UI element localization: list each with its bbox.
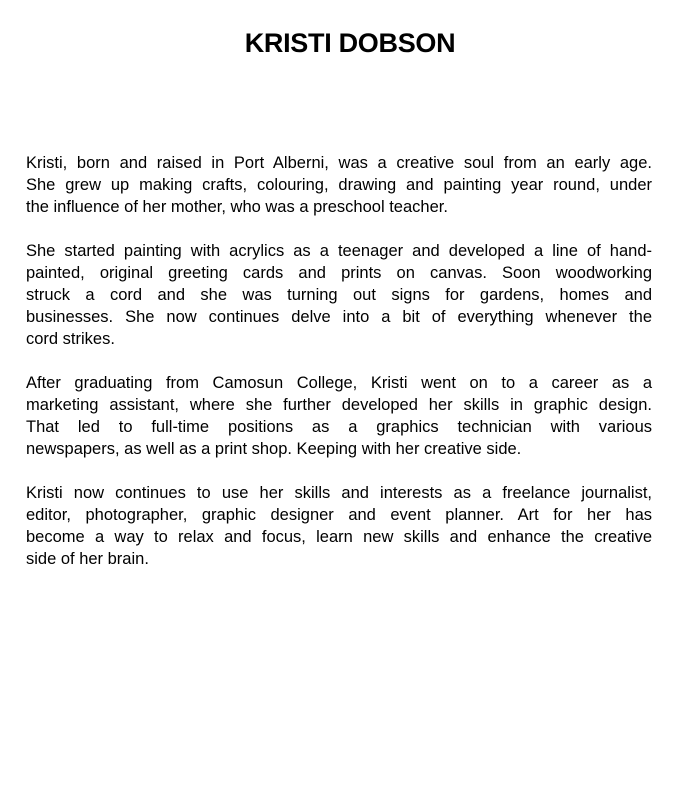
text-line: marketing assistant, where she further developed her skills in graphic design.	[26, 396, 652, 414]
text-line: newspapers, as well as a print shop. Keeping with her creative side.	[26, 440, 522, 458]
page-title: KRISTI DOBSON	[244, 28, 456, 58]
bio-paragraph	[26, 482, 652, 570]
bio-paragraph	[26, 372, 652, 460]
bio-paragraph	[26, 240, 652, 350]
text-line: Kristi, born and raised in Port Alberni, was a creative soul from an early age.	[26, 154, 652, 172]
text-line: side of her brain.	[26, 550, 149, 568]
text-line: the influence of her mother, who was a preschool teacher.	[26, 198, 448, 216]
bio-paragraph	[26, 152, 652, 218]
text-line: After graduating from Camosun College, Kristi went on to a career as a	[26, 374, 652, 392]
text-line: painted, original greeting cards and prints on canvas. Soon woodworking	[26, 264, 652, 282]
text-line: She grew up making crafts, colouring, drawing and painting year round, under	[26, 176, 652, 194]
text-line: cord strikes.	[26, 330, 115, 348]
text-line: businesses. She now continues delve into a bit of everything whenever the	[26, 308, 652, 326]
text-line: become a way to relax and focus, learn new skills and enhance the creative	[26, 528, 652, 546]
text-line: Kristi now continues to use her skills and interests as a freelance journalist,	[26, 484, 652, 502]
text-line: She started painting with acrylics as a teenager and developed a line of hand-	[26, 242, 652, 260]
text-line: struck a cord and she was turning out signs for gardens, homes and	[26, 286, 652, 304]
text-line: editor, photographer, graphic designer and event planner. Art for her has	[26, 506, 652, 524]
text-line: That led to full-time positions as a graphics technician with various	[26, 418, 652, 436]
bio-content	[26, 152, 652, 592]
